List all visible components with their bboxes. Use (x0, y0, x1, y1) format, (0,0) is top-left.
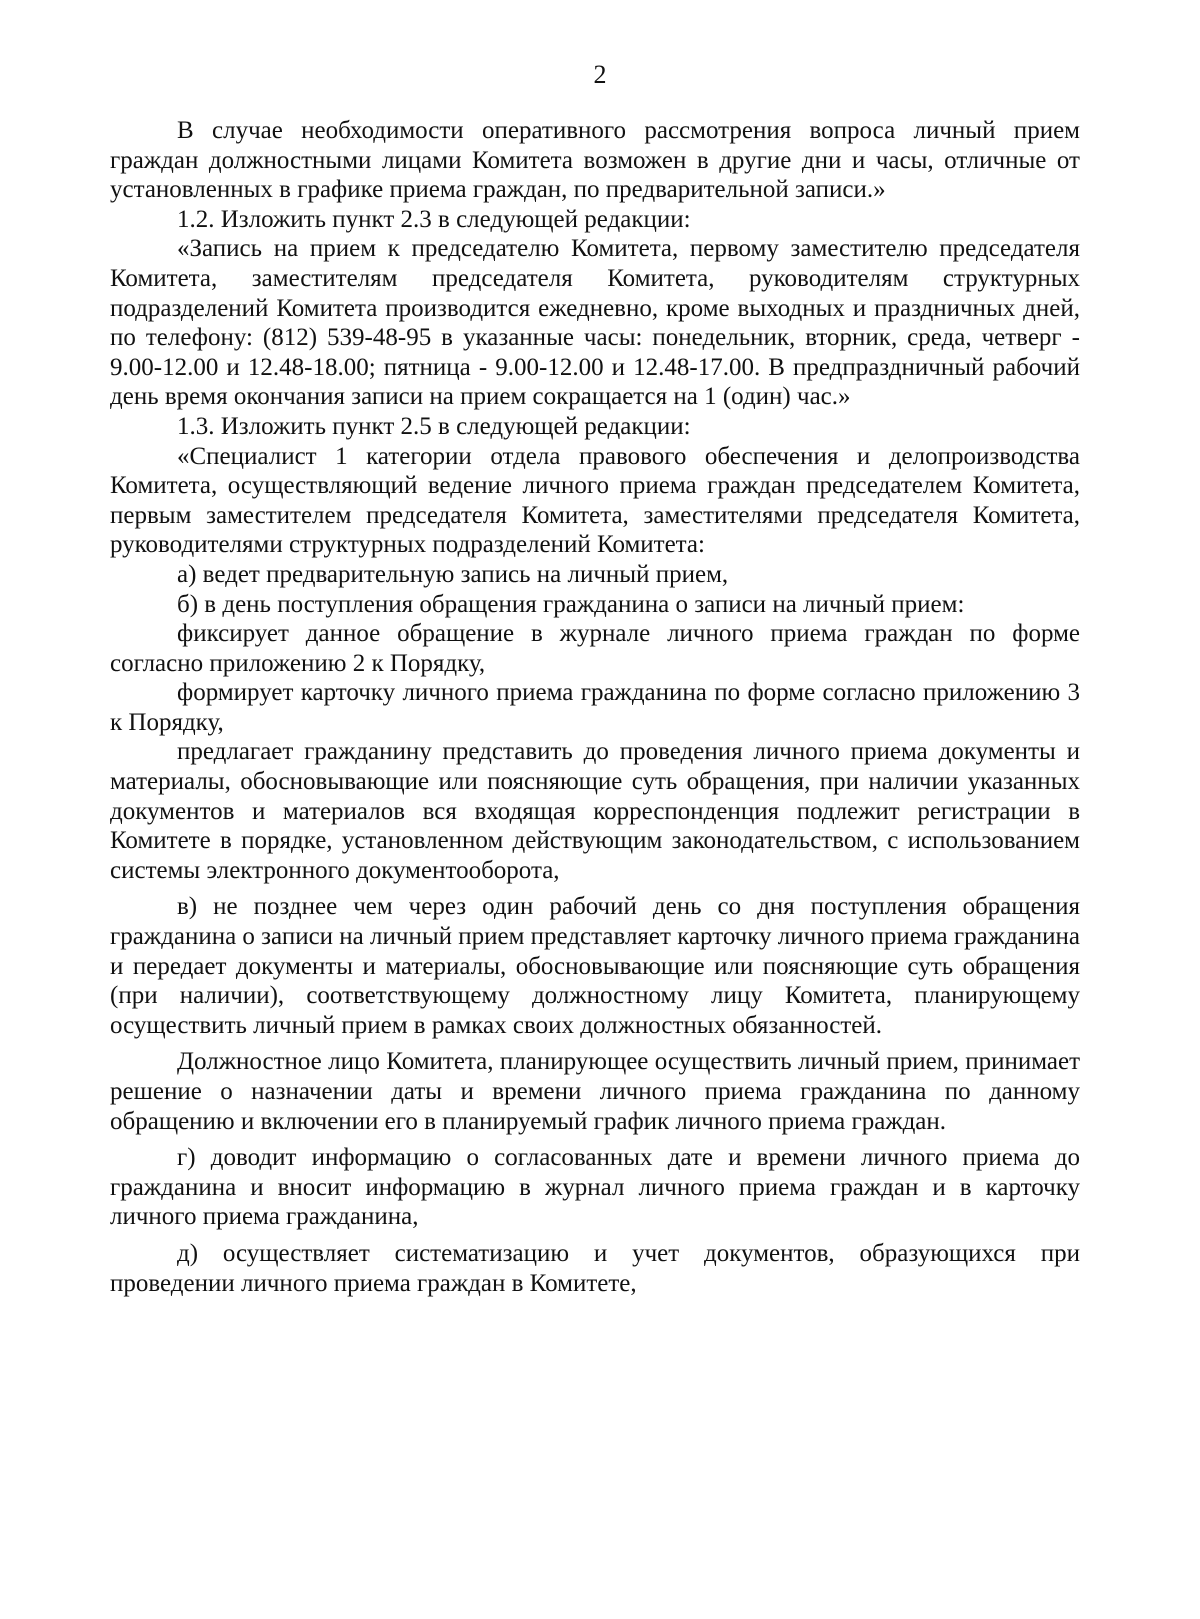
paragraph-duty-d: д) осуществляет систематизацию и учет документов, образующихся при проведении личного приема граждан в Комитете, (110, 1239, 1080, 1297)
paragraph-duty-b-register: фиксирует данное обращение в журнале личного приема граждан по форме согласно приложению 2 к Порядку, (110, 620, 1080, 677)
paragraph-duty-b-documents: предлагает гражданину представить до проведения личного приема документы и материалы, обосновывающие или поясняющие суть обращения, при наличии указанных документов и материалов вся входящая корреспонденция подлежит регистрации в Комитете в порядке, установленном действующим законодательством, с использованием системы электронного документооборота, (110, 738, 1080, 884)
paragraph-duty-g: г) доводит информацию о согласованных дате и времени личного приема до гражданина и вносит информацию в журнал личного приема граждан и в карточку личного приема гражданина, (110, 1144, 1080, 1231)
page-number: 2 (593, 60, 607, 89)
document-body (110, 116, 1080, 1298)
paragraph-item-1-2: 1.2. Изложить пункт 2.3 в следующей редакции: (177, 205, 691, 233)
paragraph-item-1-3: 1.3. Изложить пункт 2.5 в следующей редакции: (177, 412, 691, 440)
paragraph-specialist-duties: «Специалист 1 категории отдела правового обеспечения и делопроизводства Комитета, осуществляющий ведение личного приема граждан председателем Комитета, первым заместителем председателя Комитета, заместителями председателя Комитета, руководителями структурных подразделений Комитета: (110, 442, 1080, 559)
paragraph-duty-b-card: формирует карточку личного приема гражданина по форме согласно приложению 3 к Порядку, (110, 679, 1080, 736)
paragraph-official-decision: Должностное лицо Комитета, планирующее осуществить личный прием, принимает решение о назначении даты и времени личного приема гражданина по данному обращению и включении его в планируемый график личного приема граждан. (110, 1048, 1080, 1135)
paragraph-duty-a: а) ведет предварительную запись на личный прием, (177, 560, 729, 588)
paragraph-extra-reception: В случае необходимости оперативного рассмотрения вопроса личный прием граждан должностными лицами Комитета возможен в другие дни и часы, отличные от установленных в графике приема граждан, по предварительной записи.» (110, 117, 1080, 204)
paragraph-appointment-schedule: «Запись на прием к председателю Комитета, первому заместителю председателя Комитета, заместителям председателя Комитета, руководителям структурных подразделений Комитета производится ежедневно, кроме выходных и праздничных дней, по телефону: (812) 539-48-95 в указанные часы: понедельник, вторник, среда, четверг - 9.00-12.00 и 12.48-18.00; пятница - 9.00-12.00 и 12.48-17.00. В предпраздничный рабочий день время окончания записи на прием сокращается на 1 (один) час.» (110, 235, 1080, 411)
paragraph-duty-v: в) не позднее чем через один рабочий день со дня поступления обращения гражданина о записи на личный прием представляет карточку личного приема гражданина и передает документы и материалы, обосновывающие или поясняющие суть обращения (при наличии), соответствующему должностному лицу Комитета, планирующему осуществить личный прием в рамках своих должностных обязанностей. (110, 893, 1080, 1039)
paragraph-duty-b: б) в день поступления обращения гражданина о записи на личный прием: (177, 590, 965, 618)
